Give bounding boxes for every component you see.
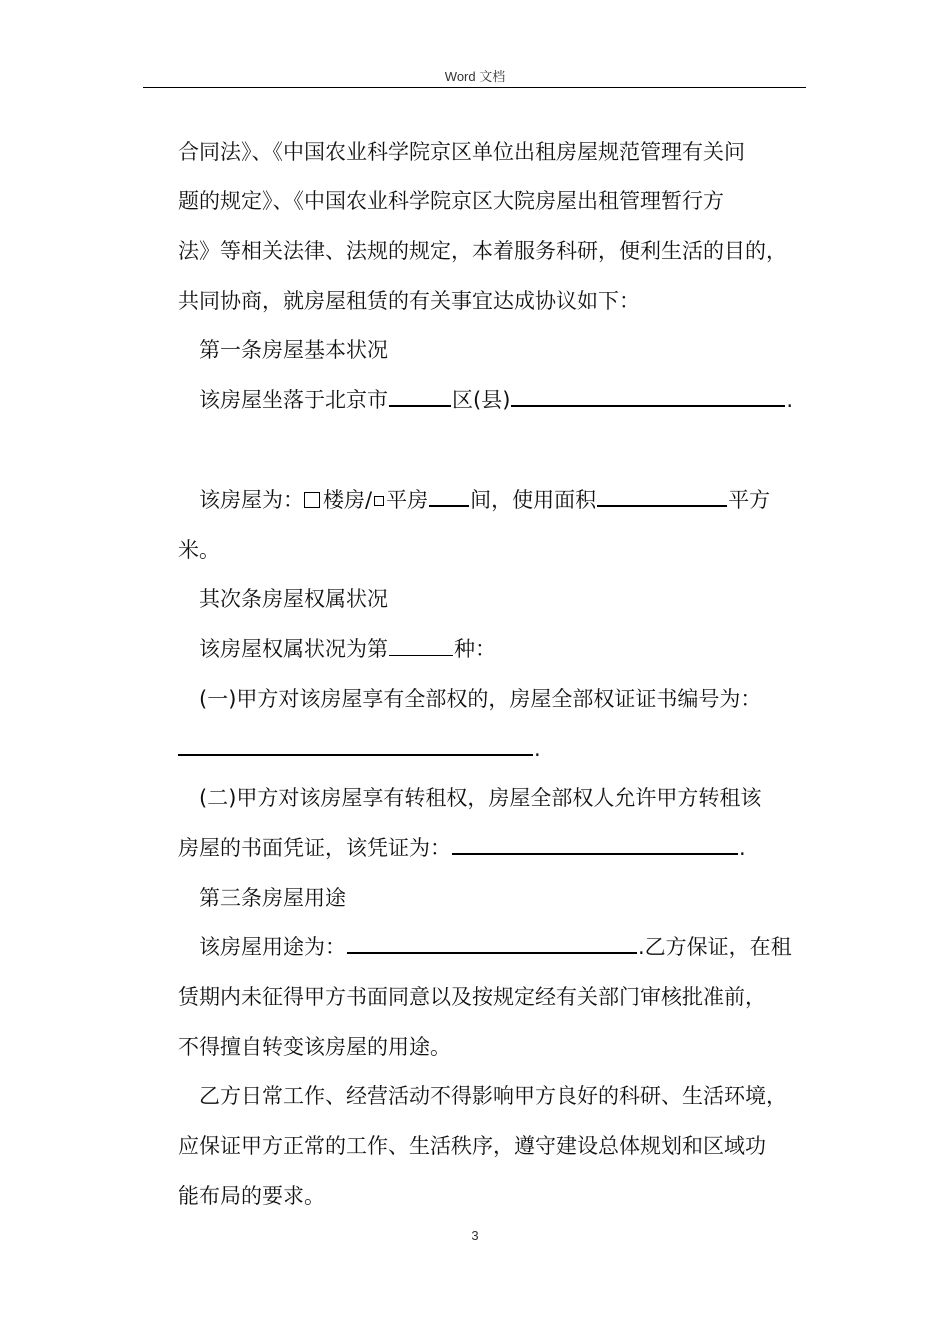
text-line: 赁期内未征得甲方书面同意以及按规定经有关部门审核批准前， (178, 985, 766, 1009)
ownership-type-blank (389, 635, 453, 656)
text-line: (二)甲方对该房屋享有转租权，房屋全部权人允许甲方转租该 (199, 786, 762, 810)
certificate-blank (178, 734, 533, 756)
period: . (534, 737, 541, 761)
text-line (178, 734, 541, 764)
text-line (199, 634, 496, 664)
text-line (199, 385, 793, 415)
usage-label: 该房屋用途为： (199, 935, 346, 959)
usage-blank (347, 932, 637, 954)
header-title: Word 文档 (444, 69, 506, 84)
checkbox-icon (304, 492, 320, 508)
district-blank (389, 385, 451, 407)
text-line (199, 485, 770, 515)
text-line: 米。 (178, 538, 220, 562)
header-divider (143, 87, 806, 88)
text-line: 共同协商，就房屋租赁的有关事宜达成协议如下： (178, 289, 640, 313)
checkbox-icon (374, 496, 384, 506)
text-line (199, 932, 792, 962)
section-heading-1: 第一条房屋基本状况 (199, 338, 388, 362)
text-line: 应保证甲方正常的工作、生活秩序，遵守建设总体规划和区域功 (178, 1134, 766, 1158)
building-label: 楼房/ (323, 488, 373, 512)
bungalow-label: 平房 (386, 488, 429, 512)
text-line: 题的规定》、《中国农业科学院京区大院房屋出租管理暂行方 (178, 189, 724, 213)
kind-label: 种： (454, 637, 496, 661)
voucher-label: 房屋的书面凭证，该凭证为： (178, 836, 451, 860)
period: . (739, 836, 746, 860)
section-heading-2: 其次条房屋权属状况 (199, 587, 388, 611)
section-heading-3: 第三条房屋用途 (199, 886, 346, 910)
text-line: 合同法》、《中国农业科学院京区单位出租房屋规范管理有关问 (178, 140, 745, 164)
rooms-blank (429, 485, 469, 507)
district-label: 区(县) (452, 388, 511, 412)
text-line: 能布局的要求。 (178, 1184, 325, 1208)
text-line: (一)甲方对该房屋享有全部权的，房屋全部权证证书编号为： (199, 687, 762, 711)
voucher-blank (452, 833, 738, 855)
ownership-label: 该房屋权属状况为第 (199, 637, 388, 661)
text-line (178, 833, 746, 863)
location-label: 该房屋坐落于北京市 (199, 388, 388, 412)
page-number: 3 (471, 1228, 479, 1243)
address-blank (511, 385, 785, 407)
area-blank (597, 485, 727, 507)
text-line: 不得擅自转变该房屋的用途。 (178, 1035, 451, 1059)
type-label: 该房屋为： (199, 488, 304, 512)
area-label: 间，使用面积 (470, 488, 597, 512)
text-line: 法》等相关法律、法规的规定，本着服务科研，便利生活的目的， (178, 239, 787, 263)
usage-guarantee: .乙方保证，在租 (638, 935, 792, 959)
unit-label: 平方 (728, 488, 771, 512)
text-line: 乙方日常工作、经营活动不得影响甲方良好的科研、生活环境， (199, 1084, 787, 1108)
period: . (786, 388, 794, 412)
